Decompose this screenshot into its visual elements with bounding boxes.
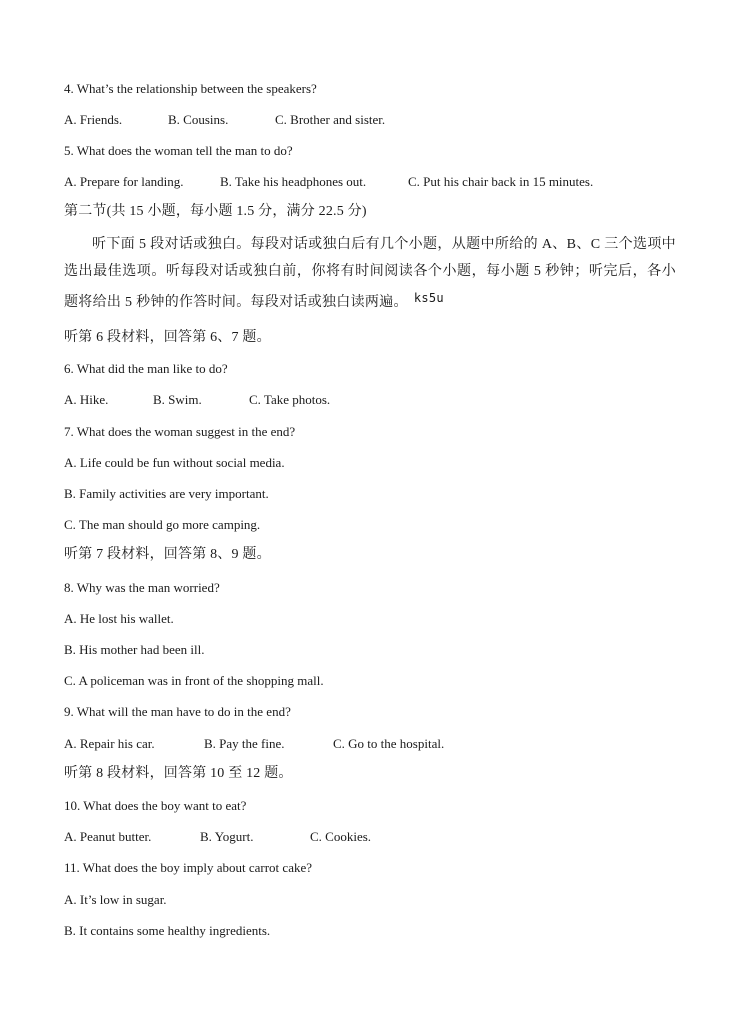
option-c: C. Brother and sister.	[275, 112, 386, 127]
option-b: B. Cousins.	[168, 112, 229, 127]
question-6: 6. What did the man like to do?	[64, 361, 228, 376]
option-a: A. Hike.	[64, 392, 109, 407]
option-a: A. Friends.	[64, 112, 123, 127]
question-5: 5. What does the woman tell the man to do?	[64, 143, 293, 158]
question-9-options	[64, 736, 444, 752]
option-a: A. Life could be fun without social media.	[64, 455, 285, 470]
option-c: C. Take photos.	[249, 392, 331, 407]
option-a: A. Peanut butter.	[64, 829, 152, 844]
option-b: B. His mother had been ill.	[64, 642, 205, 657]
question-4: 4. What’s the relationship between the speakers?	[64, 81, 317, 96]
option-a: A. Prepare for landing.	[64, 174, 184, 189]
question-4-options	[64, 112, 385, 128]
material-instruction-7: 听第 7 段材料，回答第 8、9 题。	[64, 547, 271, 562]
question-5-options	[64, 174, 593, 190]
option-b: B. Take his headphones out.	[220, 174, 367, 189]
section-heading: 第二节(共 15 小题，每小题 1.5 分，满分 22.5 分)	[64, 204, 367, 219]
option-c: C. The man should go more camping.	[64, 517, 261, 532]
material-instruction-8: 听第 8 段材料，回答第 10 至 12 题。	[64, 766, 293, 781]
option-c: C. Cookies.	[310, 829, 372, 844]
option-b: B. It contains some healthy ingredients.	[64, 923, 271, 938]
option-a: A. He lost his wallet.	[64, 611, 174, 626]
option-b: B. Yogurt.	[200, 829, 254, 844]
question-7: 7. What does the woman suggest in the end?	[64, 424, 296, 439]
question-10: 10. What does the boy want to eat?	[64, 798, 247, 813]
question-6-options	[64, 392, 330, 408]
instructions-text: 听下面 5 段对话或独白。每段对话或独白后有几个小题，从题中所给的 A、B、C 三个选项中选出最佳选项。听每段对话或独白前，你将有时间阅读各个小题，每小题 5 秒钟；听完后，各小题将给出 5 秒钟的作答时间。每段对话或独白读两遍。	[64, 237, 676, 310]
question-9: 9. What will the man have to do in the end?	[64, 704, 291, 719]
option-a: A. Repair his car.	[64, 736, 155, 751]
material-instruction-6: 听第 6 段材料，回答第 6、7 题。	[64, 330, 271, 345]
question-8: 8. Why was the man worried?	[64, 580, 220, 595]
option-b: B. Family activities are very important.	[64, 486, 269, 501]
option-b: B. Swim.	[153, 392, 202, 407]
watermark: ks5u	[413, 291, 444, 305]
option-c: C. Put his chair back in 15 minutes.	[408, 174, 594, 189]
option-c: C. Go to the hospital.	[333, 736, 445, 751]
option-a: A. It’s low in sugar.	[64, 892, 167, 907]
option-b: B. Pay the fine.	[204, 736, 285, 751]
question-10-options	[64, 829, 371, 845]
question-11: 11. What does the boy imply about carrot cake?	[64, 860, 313, 875]
section-instructions	[64, 231, 676, 316]
option-c: C. A policeman was in front of the shopping mall.	[64, 673, 324, 688]
